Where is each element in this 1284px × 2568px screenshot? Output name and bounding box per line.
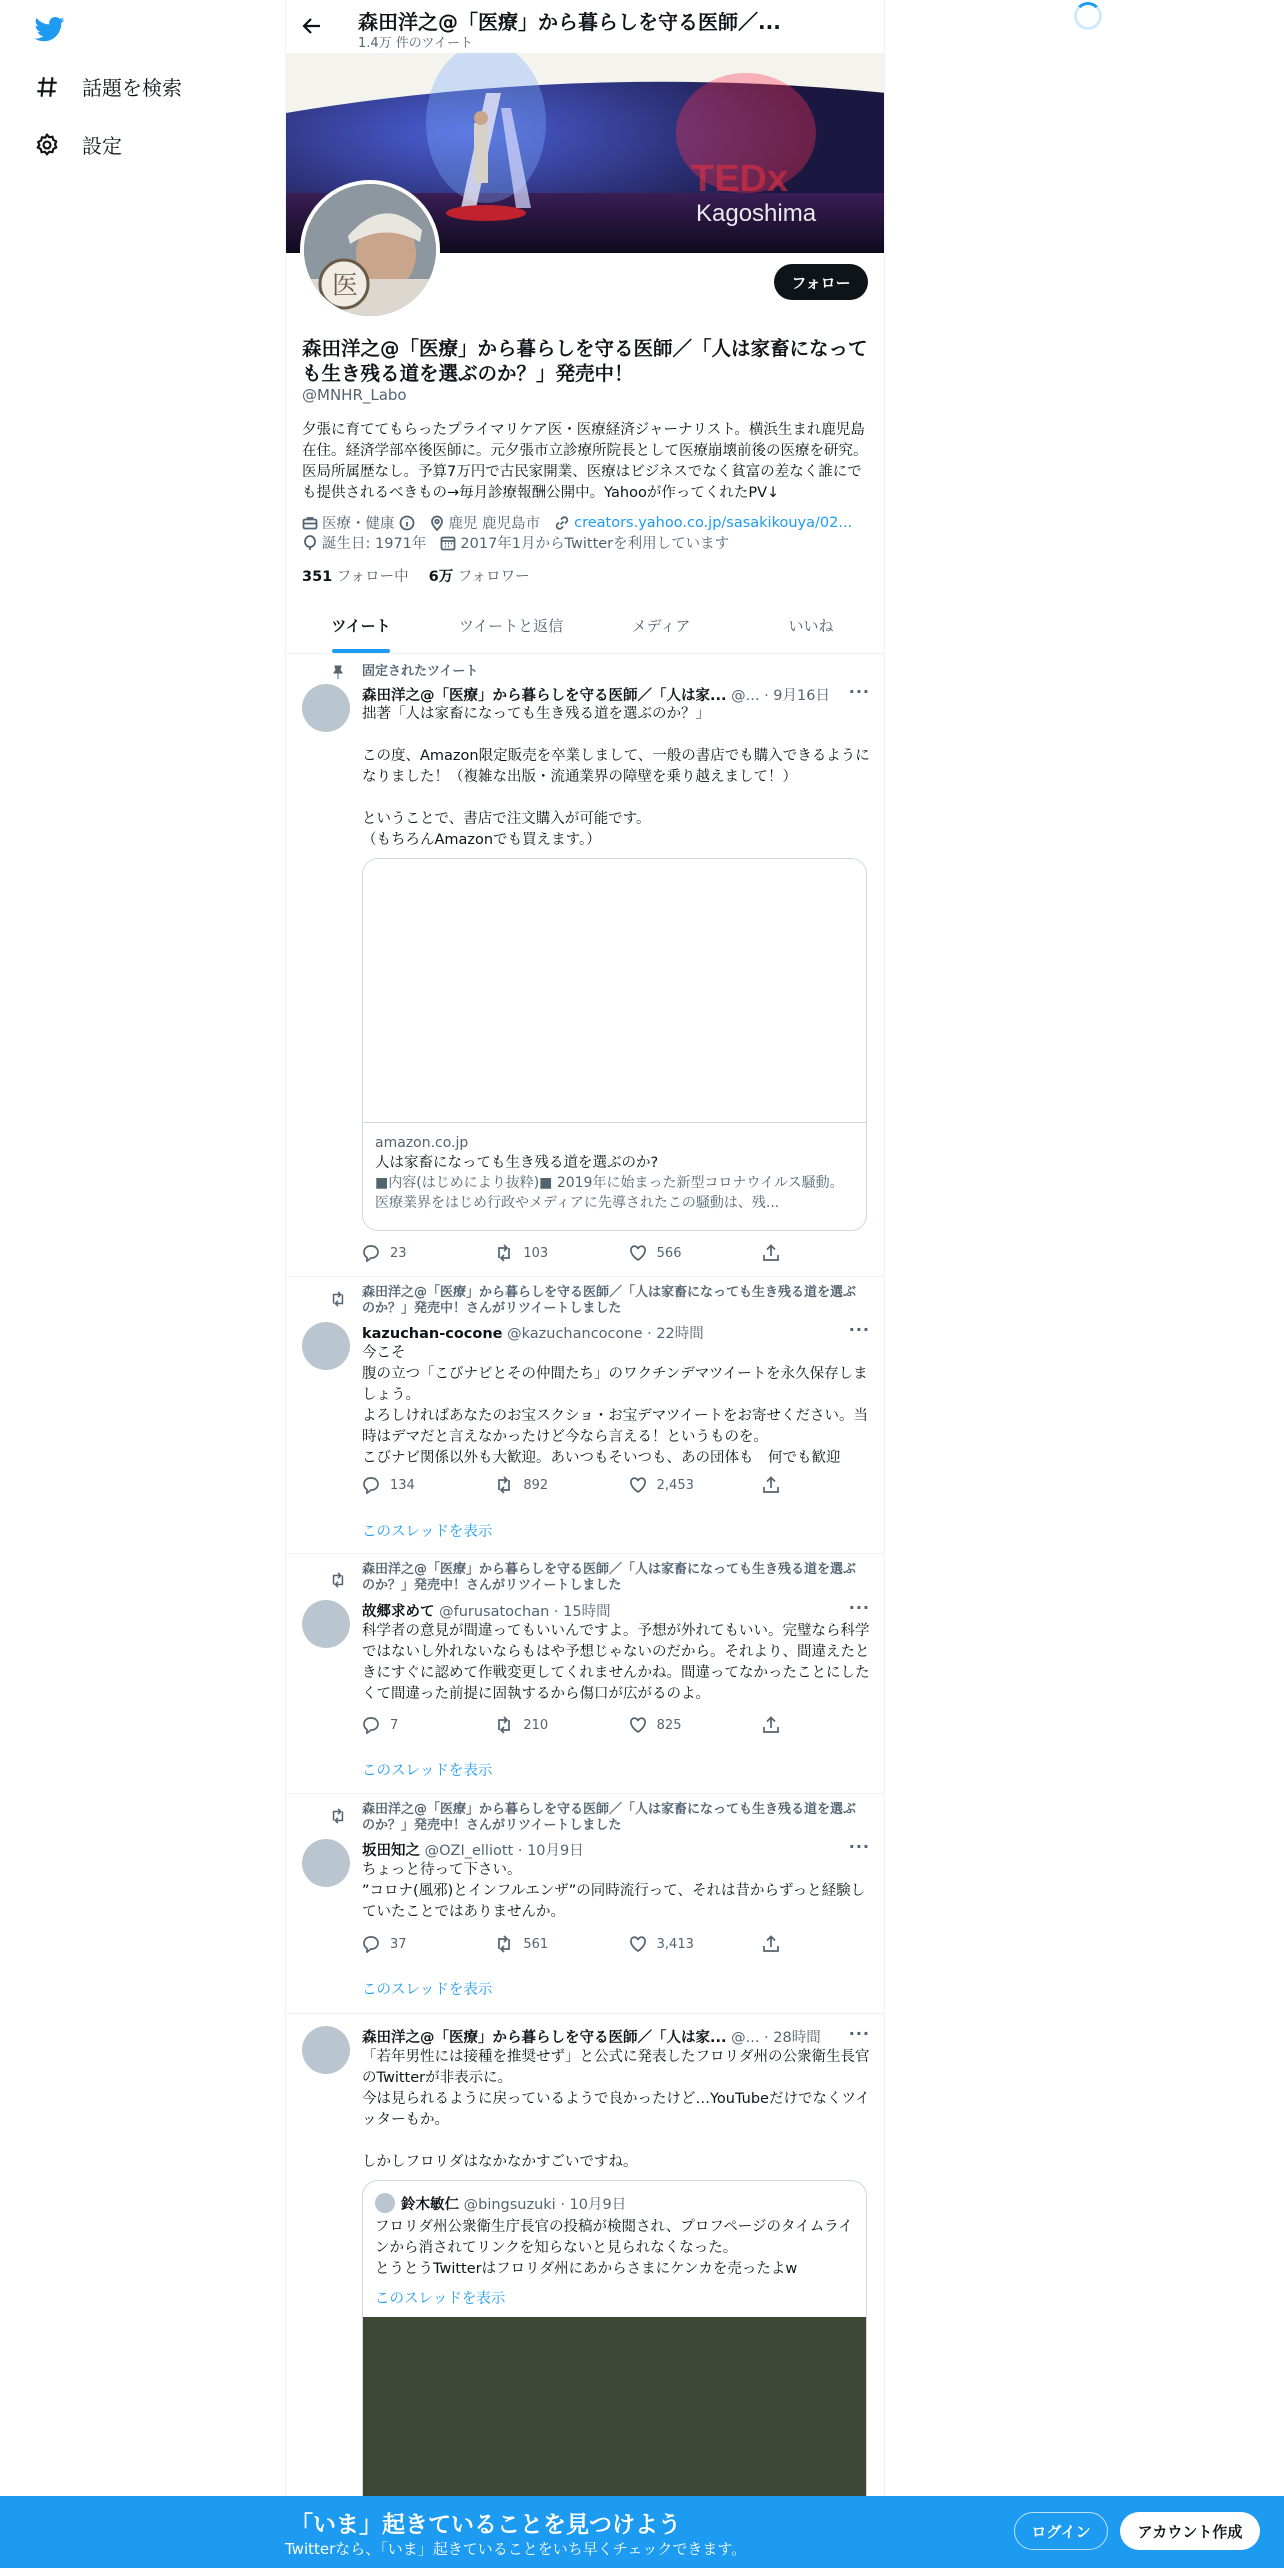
tweet-text: 科学者の意見が間違ってもいいんですよ。予想が外れてもいい。完璧なら科学ではないし外れないならもはや予想じゃないのだから。それより、間違えたときにすぐに認めて作戦変更してくれませんかね。間違ってなかったことにしたくて間違った前提に固執するから傷口が広がるのよ。	[362, 1623, 870, 1702]
profile-location: 鹿児 鹿児島市	[429, 512, 541, 533]
card-image	[363, 859, 866, 1123]
retweet-label: 森田洋之@「医療」から暮らしを守る医師／「人は家畜になっても生き残る道を選ぶのか？」発売中！さんがリツイートしました	[362, 1802, 857, 1833]
header-title: 森田洋之@「医療」から暮らしを守る医師／...	[358, 10, 781, 34]
avatar[interactable]	[302, 2026, 350, 2074]
profile-column	[285, 0, 885, 2568]
card-title: 人は家畜になっても生き残る道を選ぶのか?	[375, 1155, 659, 1171]
follow-button[interactable]: フォロー	[774, 264, 868, 300]
profile-category: 医療・健康	[302, 512, 415, 533]
tweet-with-quote[interactable]	[286, 2014, 885, 2568]
share-button[interactable]	[762, 1476, 782, 1494]
heart-icon	[629, 1935, 647, 1953]
gear-icon	[34, 132, 60, 158]
pin-icon	[330, 664, 346, 680]
tweet-actions	[362, 1476, 782, 1494]
reply-icon	[362, 1244, 380, 1262]
share-icon	[762, 1935, 780, 1953]
retweet-icon	[330, 1291, 346, 1307]
like-button[interactable]: 2,453	[629, 1476, 729, 1494]
loading-spinner	[1074, 2, 1102, 30]
left-nav	[0, 0, 285, 2568]
like-button[interactable]: 825	[629, 1716, 729, 1734]
quoted-tweet[interactable]	[362, 2180, 867, 2520]
profile-name: 森田洋之@「医療」から暮らしを守る医師／「人は家畜になっても生き残る道を選ぶのか？」発売中！	[302, 337, 868, 386]
reply-icon	[362, 1935, 380, 1953]
profile-avatar[interactable]	[300, 180, 440, 320]
signup-button[interactable]: アカウント作成	[1120, 2512, 1260, 2550]
signup-banner-subtitle: Twitterなら、「いま」起きていることをいち早くチェックできます。	[285, 2540, 747, 2558]
tweet-header: kazuchan-cocone @kazuchancocone · 22時間	[362, 1326, 704, 1342]
more-icon[interactable]: ···	[848, 1598, 870, 1617]
tweet-text: 「若年男性には接種を推奨せず」と公式に発表したフロリダ州の公衆衛生長官のTwitterが非表示に。 今は見られるように戻っているようで良かったけど…YouTubeだけでなくツイッターもか。 しかしフロリダはなかなかすごいですね。	[362, 2049, 870, 2170]
reply-icon	[362, 1476, 380, 1494]
retweet-button[interactable]: 561	[495, 1935, 595, 1953]
nav-settings-label: 設定	[82, 134, 122, 158]
more-icon[interactable]: ···	[848, 2024, 870, 2043]
profile-stats	[302, 565, 530, 586]
profile-handle: @MNHR_Labo	[302, 386, 407, 404]
reply-icon	[362, 1716, 380, 1734]
followers-stat[interactable]: 6万 フォロワー	[428, 569, 530, 585]
profile-bio: 夕張に育ててもらったプライマリケア医・医療経済ジャーナリスト。横浜生まれ鹿児島在住。経済学部卒後医師に。元夕張市立診療所院長として医療崩壊前後の医療を研究。医局所属歴なし。予算7万円で古民家開業、医療はビジネスでなく貧富の差なく誰にでも提供されるべきもの→毎月診療報酬公開中。Yahooが作ってくれたPV↓	[302, 422, 868, 501]
nav-settings[interactable]	[34, 130, 122, 159]
tweet-text: 今こそ 腹の立つ「こびナビとその仲間たち」のワクチンデマツイートを永久保存しましょう。 よろしければあなたのお宝スクショ・お宝デマツイートをお寄せください。当時はデマだと言えなかったけど今なら言える！というものを。 こびナビ関係以外も大歓迎。あいつもそいつも、あの団体も 何でも歓迎	[362, 1345, 869, 1466]
retweet-icon	[495, 1935, 513, 1953]
show-thread-link[interactable]: このスレッドを表示	[362, 1982, 493, 1998]
quote-show-thread-link[interactable]: このスレッドを表示	[375, 2291, 506, 2307]
tweet-retweeted[interactable]	[286, 1794, 885, 2014]
retweet-label: 森田洋之@「医療」から暮らしを守る医師／「人は家畜になっても生き残る道を選ぶのか？」発売中！さんがリツイートしました	[362, 1285, 857, 1316]
tweet-header: 森田洋之@「医療」から暮らしを守る医師／「人は家... @... · 9月16日	[362, 688, 830, 704]
profile-header	[286, 0, 885, 53]
tweet-retweeted[interactable]	[286, 1554, 885, 1794]
reply-button[interactable]: 23	[362, 1244, 462, 1262]
tweet-actions	[362, 1935, 782, 1953]
tweet-header: 坂田知之 @OZI_elliott · 10月9日	[362, 1843, 584, 1859]
reply-button[interactable]: 7	[362, 1716, 462, 1734]
tab-media[interactable]: メディア	[631, 617, 691, 635]
profile-birthday: 誕生日: 1971年	[302, 532, 426, 553]
reply-button[interactable]: 134	[362, 1476, 462, 1494]
tab-tweets[interactable]: ツイート	[286, 598, 436, 653]
show-thread-link[interactable]: このスレッドを表示	[362, 1763, 493, 1779]
heart-icon	[629, 1716, 647, 1734]
show-thread-link[interactable]: このスレッドを表示	[362, 1524, 493, 1540]
pinned-label: 固定されたツイート	[362, 664, 479, 679]
share-icon	[762, 1476, 780, 1494]
retweet-icon	[330, 1572, 346, 1588]
tweet-actions	[362, 1716, 782, 1734]
retweet-button[interactable]: 103	[495, 1244, 595, 1262]
profile-tabs	[286, 598, 885, 654]
link-card[interactable]	[362, 858, 867, 1231]
retweet-button[interactable]: 210	[495, 1716, 595, 1734]
login-button[interactable]: ログイン	[1014, 2512, 1108, 2550]
svg-text:医: 医	[332, 271, 359, 301]
share-icon	[762, 1716, 780, 1734]
tweet-pinned[interactable]	[286, 654, 885, 1277]
tweet-retweeted[interactable]	[286, 1277, 885, 1554]
retweet-icon	[495, 1716, 513, 1734]
briefcase-icon	[302, 515, 318, 531]
avatar[interactable]	[302, 1322, 350, 1370]
quote-avatar	[375, 2193, 395, 2213]
location-pin-icon	[429, 515, 445, 531]
quote-text: フロリダ州公衆衛生庁長官の投稿が検閲され、プロフページのタイムラインから消されてリンクを知らないと見られなくなった。 とうとうTwitterはフロリダ州にあからさまにケンカを売ったよw	[375, 2219, 853, 2277]
profile-meta-row-1	[302, 512, 852, 533]
more-icon[interactable]: ···	[848, 1320, 870, 1339]
tweet-actions	[362, 1244, 782, 1262]
more-icon[interactable]: ···	[848, 682, 870, 701]
tweet-text: 拙著「人は家畜になっても生き残る道を選ぶのか？」 この度、Amazon限定販売を卒業しまして、一般の書店でも購入できるようになりました！（複雑な出版・流通業界の障壁を乗り越えまして！） ということで、書店で注文購入が可能です。 （もちろんAmazonでも買えます。）	[362, 706, 870, 848]
like-button[interactable]: 566	[629, 1244, 729, 1262]
card-domain: amazon.co.jp	[375, 1135, 469, 1151]
retweet-icon	[495, 1476, 513, 1494]
share-button[interactable]	[762, 1244, 782, 1262]
retweet-icon	[495, 1244, 513, 1262]
avatar[interactable]	[302, 1600, 350, 1648]
retweet-button[interactable]: 892	[495, 1476, 595, 1494]
tweet-header: 故郷求めて @furusatochan · 15時間	[362, 1604, 611, 1620]
profile-meta-row-2	[302, 532, 729, 553]
heart-icon	[629, 1476, 647, 1494]
retweet-label: 森田洋之@「医療」から暮らしを守る医師／「人は家畜になっても生き残る道を選ぶのか？」発売中！さんがリツイートしました	[362, 1562, 857, 1593]
info-icon[interactable]	[399, 515, 415, 531]
tweet-text: ちょっと待って下さい。 ”コロナ(風邪)とインフルエンザ”の同時流行って、それは昔からずっと経験していたことではありませんか。	[362, 1862, 866, 1920]
nav-explore[interactable]	[34, 72, 182, 101]
tab-tweets-replies[interactable]: ツイートと返信	[458, 617, 564, 635]
profile-joined: 2017年1月からTwitterを利用しています	[440, 532, 729, 553]
avatar[interactable]	[302, 1839, 350, 1887]
nav-explore-label: 話題を検索	[82, 76, 182, 100]
share-button[interactable]	[762, 1716, 782, 1734]
svg-text:TEDx: TEDx	[691, 158, 789, 200]
signup-banner-title: 「いま」起きていることを見つけよう	[290, 2512, 681, 2538]
calendar-icon	[440, 535, 456, 551]
profile-link[interactable]: creators.yahoo.co.jp/sasakikouya/02...	[554, 515, 852, 531]
reply-button[interactable]: 37	[362, 1935, 462, 1953]
signup-banner	[0, 2496, 1284, 2568]
share-button[interactable]	[762, 1935, 782, 1953]
banner-text: Kagoshima	[696, 200, 817, 227]
retweet-icon	[330, 1808, 346, 1824]
tweet-header: 森田洋之@「医療」から暮らしを守る医師／「人は家... @... · 28時間	[362, 2030, 821, 2046]
tab-likes[interactable]: いいね	[788, 617, 834, 635]
back-arrow-icon[interactable]	[300, 14, 324, 38]
more-icon[interactable]: ···	[848, 1837, 870, 1856]
card-description: ■内容(はじめにより抜粋)■ 2019年に始まった新型コロナウイルス騒動。 医療業界をはじめ行政やメディアに先導されたこの騒動は、残...	[375, 1175, 844, 1211]
heart-icon	[629, 1244, 647, 1262]
share-icon	[762, 1244, 780, 1262]
hashtag-icon	[34, 74, 60, 100]
link-icon	[554, 515, 570, 531]
quote-image[interactable]	[363, 2317, 867, 2517]
avatar[interactable]	[302, 684, 350, 732]
tweet-count: 1.4万 件のツイート	[358, 36, 473, 51]
like-button[interactable]: 3,413	[629, 1935, 729, 1953]
following-stat[interactable]: 351 フォロー中	[302, 569, 409, 585]
quote-header: 鈴木敏仁 @bingsuzuki · 10月9日	[401, 2197, 627, 2213]
twitter-logo-icon[interactable]	[34, 14, 66, 44]
balloon-icon	[302, 535, 318, 551]
